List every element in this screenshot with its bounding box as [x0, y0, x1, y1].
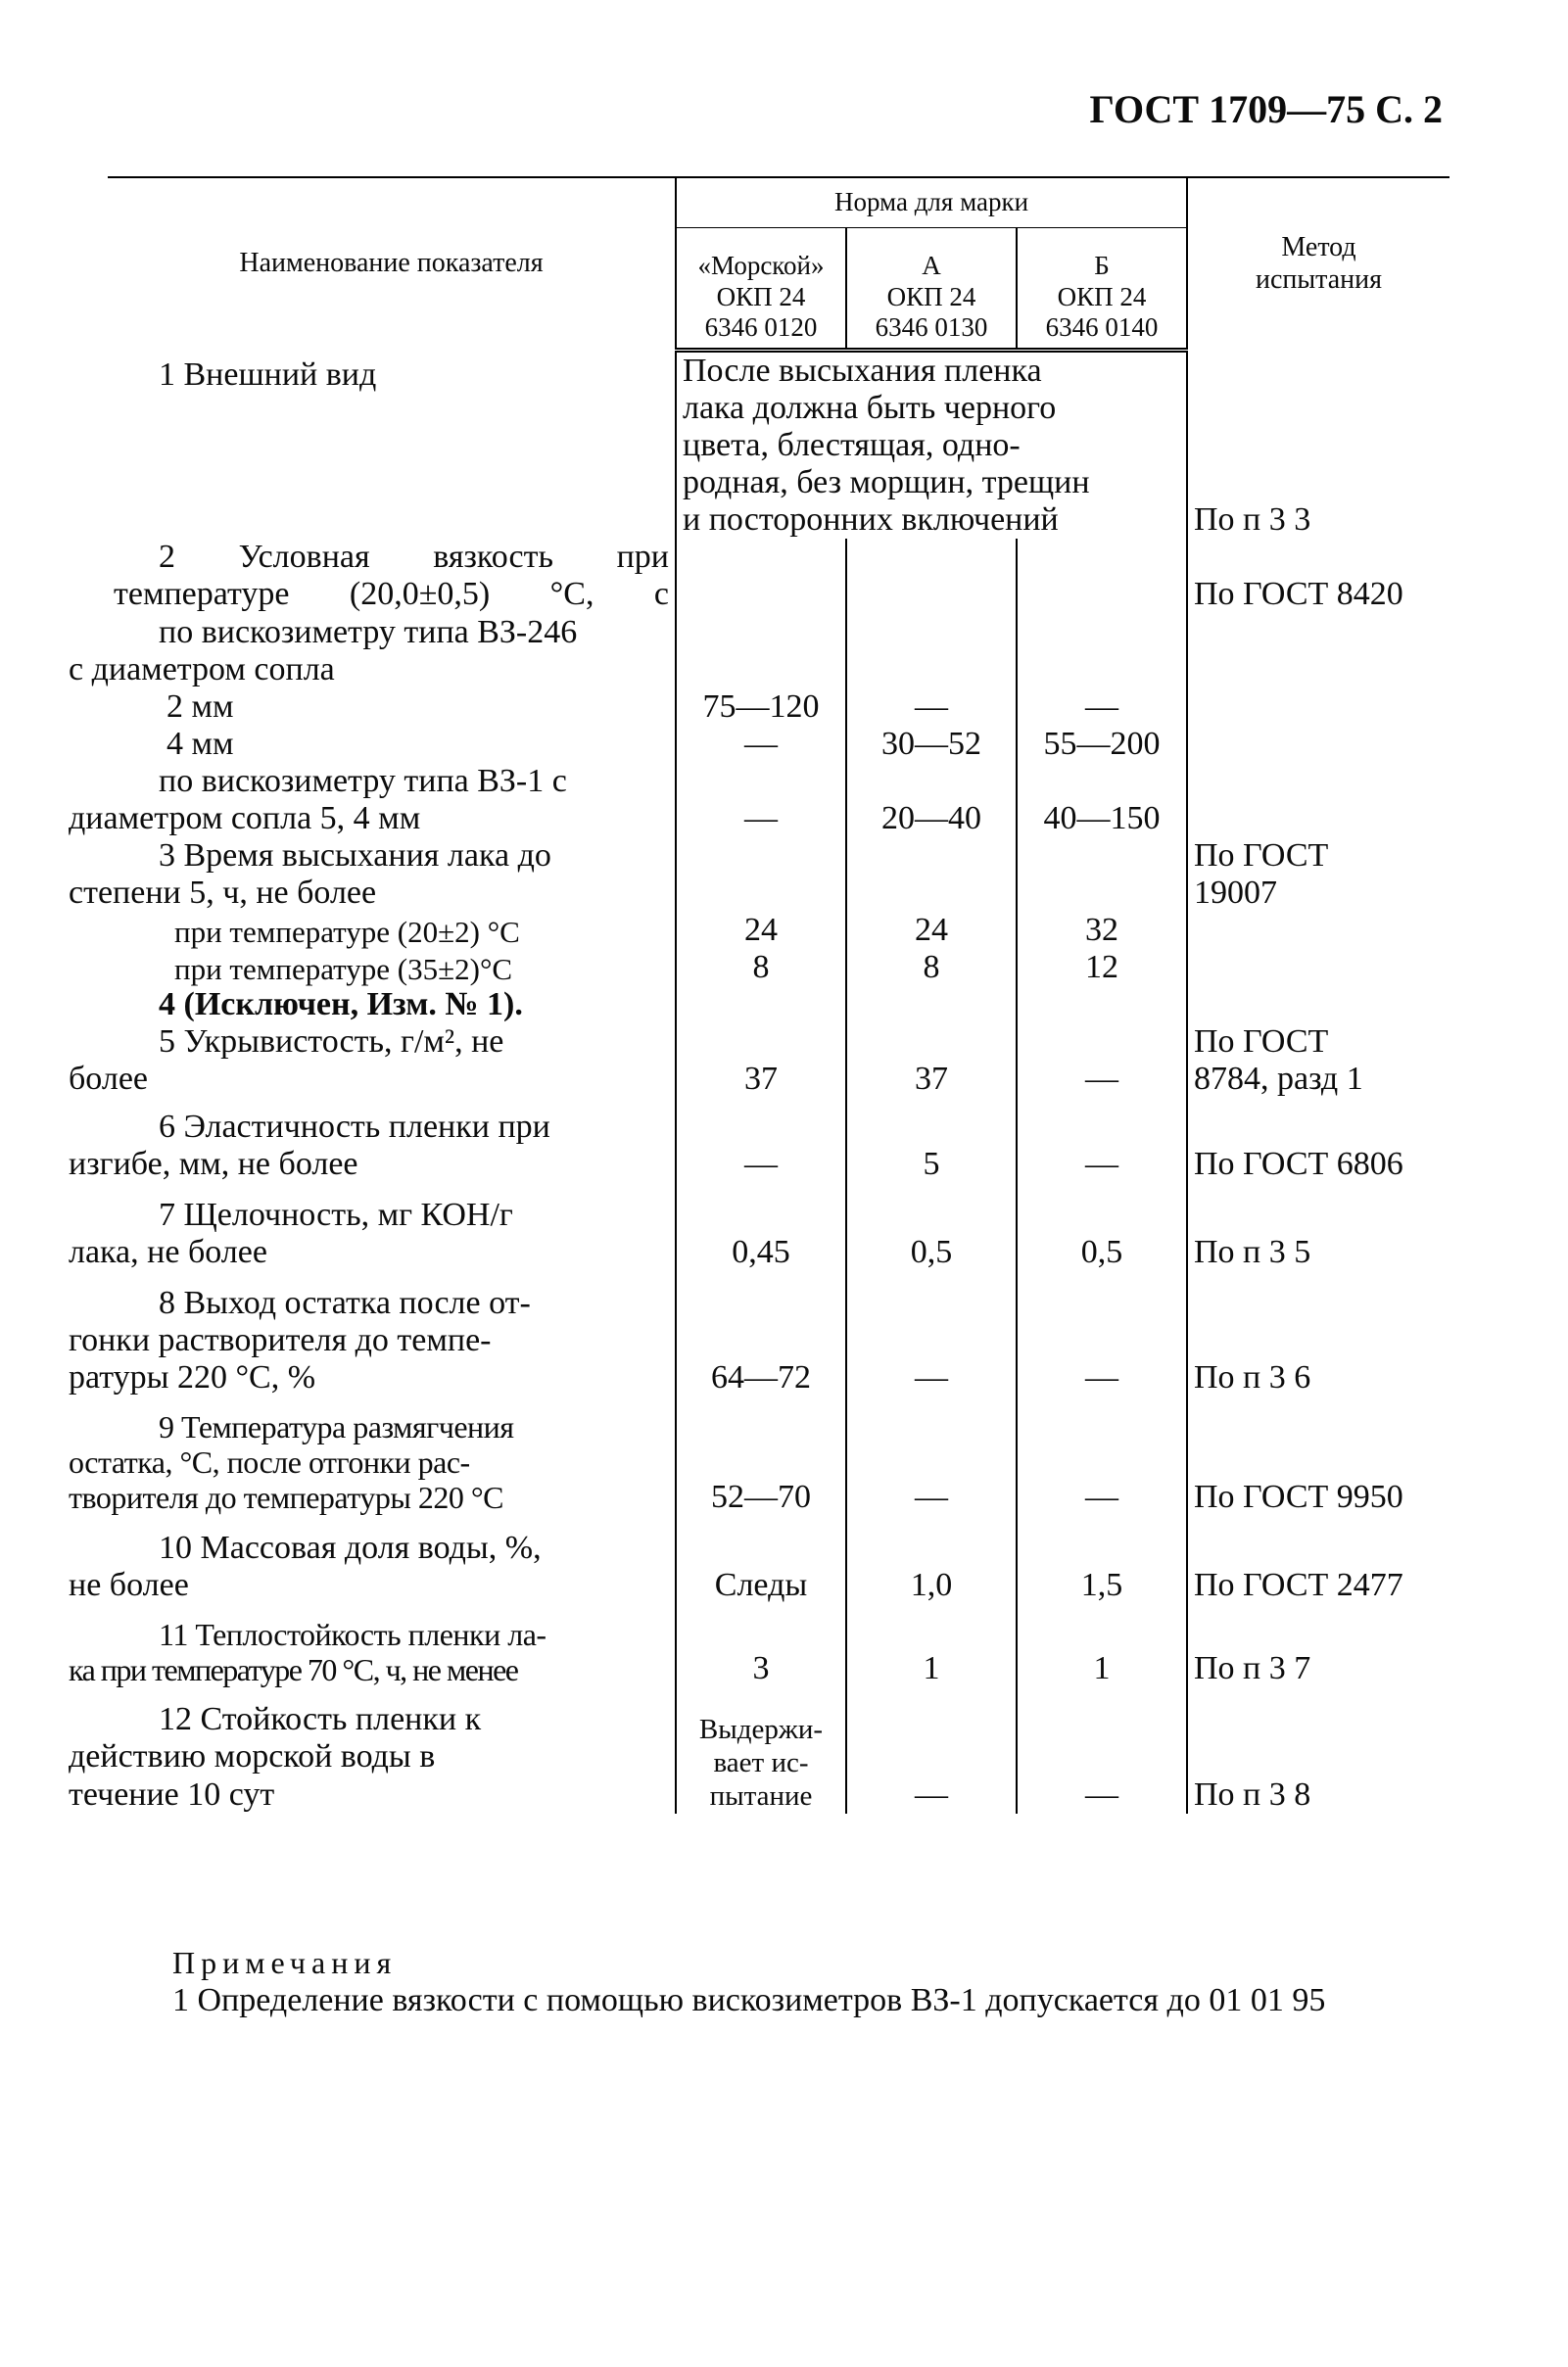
- row-name: 10 Массовая доля воды, %, не более: [69, 1529, 542, 1603]
- row-method: По ГОСТ 8420: [1187, 539, 1449, 613]
- value-cell: 40—150: [1017, 763, 1187, 837]
- row-name: 1 Внешний вид: [159, 355, 377, 393]
- value-cell: —: [846, 688, 1017, 726]
- value-cell: —: [676, 1099, 846, 1183]
- value-cell: 3: [676, 1604, 846, 1688]
- row-method: По ГОСТ 9950: [1187, 1397, 1449, 1515]
- value-cell: —: [676, 763, 846, 837]
- value-cell: 1,0: [846, 1516, 1017, 1604]
- value-cell: 1: [1017, 1604, 1187, 1688]
- row-subname: при температуре (20±2) °С: [174, 914, 520, 949]
- row-subname: 4 мм: [166, 725, 234, 762]
- value-cell: —: [846, 1397, 1017, 1515]
- value-cell: —: [1017, 1023, 1187, 1098]
- row-method: По ГОСТ 6806: [1187, 1099, 1449, 1183]
- row-name: 6 Эластичность пленки при изгибе, мм, не более: [69, 1108, 550, 1182]
- table-row: [108, 726, 1449, 763]
- value-cell: —: [676, 726, 846, 763]
- value-cell: 37: [676, 1023, 846, 1098]
- value-cell: —: [1017, 1099, 1187, 1183]
- value-cell: —: [1017, 688, 1187, 726]
- value-cell: 37: [846, 1023, 1017, 1098]
- grade-header-morskoy: «Морской» ОКП 24 6346 0120: [676, 228, 846, 351]
- table-row: [108, 539, 1449, 613]
- table-row: [108, 1183, 1449, 1271]
- value-cell: 30—52: [846, 726, 1017, 763]
- row-method: По п 3 3: [1187, 351, 1449, 540]
- value-cell: Выдержи- вает ис- пытание: [676, 1687, 846, 1813]
- row-name: 8 Выход остатка после от- гонки растворителя до темпе- ратуры 220 °С, %: [69, 1284, 531, 1397]
- row-subname: при температуре (35±2)°С: [174, 951, 513, 986]
- table-row: [108, 351, 1449, 540]
- row-subname: по вискозиметру типа ВЗ-246 с диаметром сопла: [69, 613, 578, 687]
- value-cell: 0,45: [676, 1183, 846, 1271]
- value-cell: —: [1017, 1687, 1187, 1813]
- value-cell: 0,5: [1017, 1183, 1187, 1271]
- specification-table: [69, 176, 1449, 1814]
- grade-header-a: А ОКП 24 6346 0130: [846, 228, 1017, 351]
- value-cell: 52—70: [676, 1397, 846, 1515]
- grade-header-b: Б ОКП 24 6346 0140: [1017, 228, 1187, 351]
- value-cell: Следы: [676, 1516, 846, 1604]
- row-method: По ГОСТ 2477: [1187, 1516, 1449, 1604]
- table-row: [108, 986, 1449, 1023]
- row-name: 9 Температура размягчения остатка, °С, после отгонки рас- творителя до температуры 220 °С: [69, 1409, 514, 1515]
- row-name: 5 Укрывистость, г/м², не более: [69, 1023, 504, 1098]
- value-cell: —: [846, 1687, 1017, 1813]
- row-method: По п 3 7: [1187, 1604, 1449, 1688]
- value-cell: —: [1017, 1397, 1187, 1515]
- row-method: По п 3 8: [1187, 1687, 1449, 1813]
- table-row: [108, 763, 1449, 837]
- notes-title: Примечания: [172, 1945, 398, 1980]
- table-row: [108, 949, 1449, 986]
- column-header-name: Наименование показателя: [108, 177, 676, 351]
- row-method: По п 3 6: [1187, 1271, 1449, 1397]
- value-cell: 0,5: [846, 1183, 1017, 1271]
- row-name: 12 Стойкость пленки к действию морской воды в течение 10 сут: [69, 1701, 482, 1813]
- table-row: [108, 837, 1449, 912]
- table-row: [108, 1397, 1449, 1515]
- value-cell: 55—200: [1017, 726, 1187, 763]
- value-cell: 1: [846, 1604, 1017, 1688]
- value-cell: 24: [676, 912, 846, 949]
- table-row: [108, 1604, 1449, 1688]
- value-cell: 1,5: [1017, 1516, 1187, 1604]
- row-name: 3 Время высыхания лака до степени 5, ч, не более: [69, 837, 551, 912]
- appearance-description: После высыхания пленка лака должна быть черного цвета, блестящая, одно- родная, без морщин, трещин и посторонних включений: [676, 351, 1187, 540]
- row-name: 7 Щелочность, мг КОН/г лака, не более: [69, 1196, 513, 1270]
- table-row: [108, 688, 1449, 726]
- row-name: 11 Теплостойкость пленки ла- ка при температуре 70 °С, ч, не менее: [69, 1616, 546, 1687]
- table-row: [108, 1099, 1449, 1183]
- value-cell: 8: [846, 949, 1017, 986]
- page-header: ГОСТ 1709—75 С. 2: [1089, 87, 1443, 131]
- row-subname: 2 мм: [166, 687, 234, 725]
- value-cell: 5: [846, 1099, 1017, 1183]
- table-row: [108, 614, 1449, 688]
- value-cell: 24: [846, 912, 1017, 949]
- table-row: [108, 1023, 1449, 1098]
- row-method: По п 3 5: [1187, 1183, 1449, 1271]
- table-row: [108, 1687, 1449, 1813]
- value-cell: 20—40: [846, 763, 1017, 837]
- table-row: [108, 1516, 1449, 1604]
- row-name: 2 Условная вязкость при температуре (20,0±0,5) °С, с: [114, 539, 669, 613]
- note-item: 1 Определение вязкости с помощью вискозиметров ВЗ-1 допускается до 01 01 95: [172, 1982, 1326, 2018]
- row-method: По ГОСТ 19007: [1187, 837, 1449, 912]
- value-cell: 8: [676, 949, 846, 986]
- value-cell: 75—120: [676, 688, 846, 726]
- value-cell: 64—72: [676, 1271, 846, 1397]
- column-header-method: Метод испытания: [1187, 177, 1449, 351]
- column-header-norm: Норма для марки: [676, 177, 1187, 228]
- row-method: По ГОСТ 8784, разд 1: [1187, 1023, 1449, 1098]
- row-name: 4 (Исключен, Изм. № 1).: [159, 986, 523, 1023]
- value-cell: 12: [1017, 949, 1187, 986]
- value-cell: —: [1017, 1271, 1187, 1397]
- value-cell: —: [846, 1271, 1017, 1397]
- row-subname: по вискозиметру типа ВЗ-1 с диаметром сопла 5, 4 мм: [69, 762, 567, 836]
- table-row: [108, 912, 1449, 949]
- value-cell: 32: [1017, 912, 1187, 949]
- table-row: [108, 1271, 1449, 1397]
